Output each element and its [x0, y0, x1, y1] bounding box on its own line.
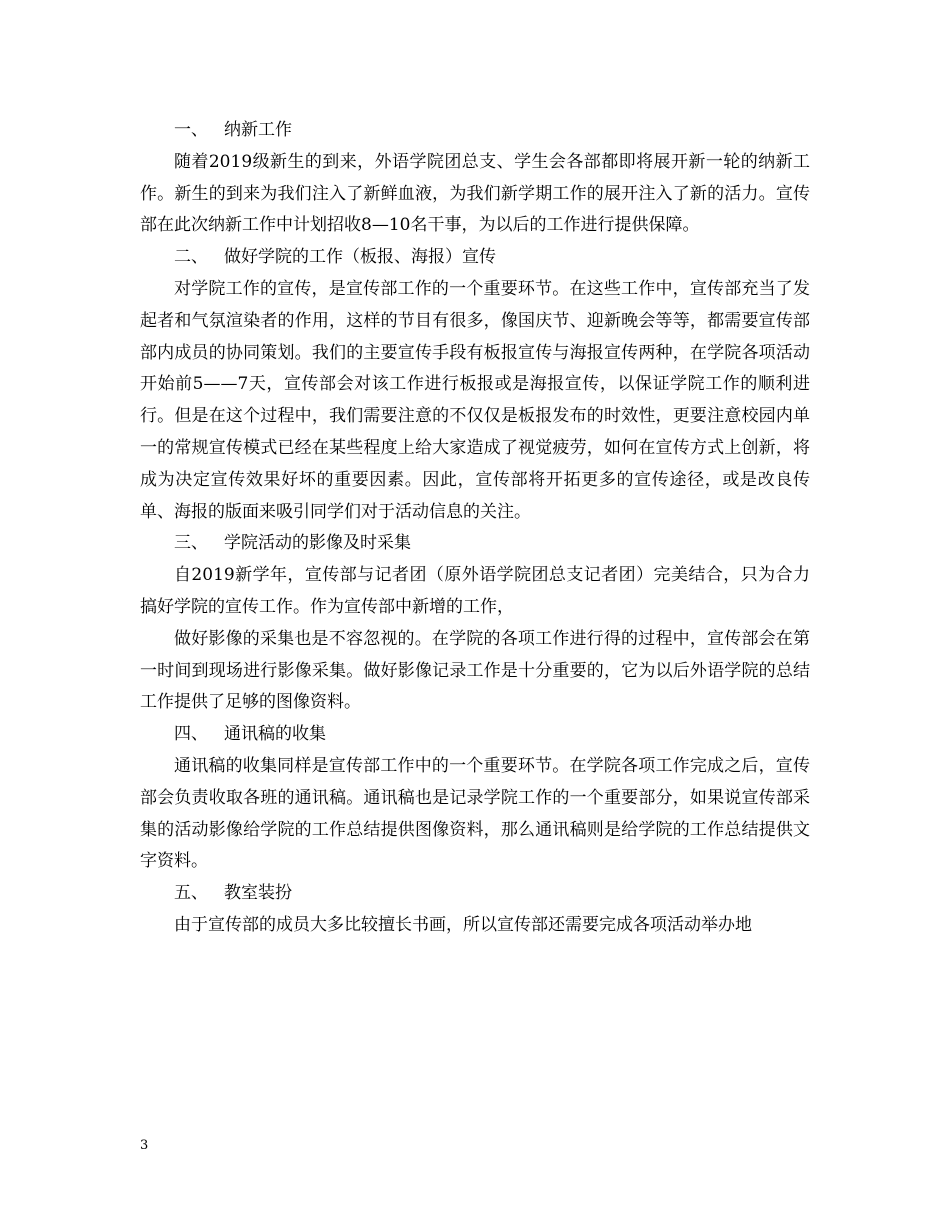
section-number: 四、 — [174, 724, 208, 745]
section-heading-2 — [140, 242, 810, 274]
section-number: 二、 — [174, 247, 208, 268]
section-heading-1 — [140, 115, 810, 147]
section-heading-5 — [140, 878, 810, 910]
section-title: 教室装扮 — [224, 883, 292, 904]
paragraph: 随着2019级新生的到来，外语学院团总支、学生会各部都即将展开新一轮的纳新工作。新生的到来为我们注入了新鲜血液，为我们新学期工作的展开注入了新的活力。宣传部在此次纳新工作中计划招收8—10名干事，为以后的工作进行提供保障。 — [140, 151, 810, 236]
document-body — [140, 115, 810, 942]
section-number: 五、 — [174, 883, 208, 904]
section-heading-3 — [140, 528, 810, 560]
paragraph: 做好影像的采集也是不容忽视的。在学院的各项工作进行得的过程中，宣传部会在第一时间到现场进行影像采集。做好影像记录工作是十分重要的，它为以后外语学院的总结工作提供了足够的图像资料。 — [140, 628, 810, 713]
section-heading-4 — [140, 719, 810, 751]
paragraph: 由于宣传部的成员大多比较擅长书画，所以宣传部还需要完成各项活动举办地 — [174, 914, 752, 935]
section-number: 三、 — [174, 533, 208, 554]
paragraph: 对学院工作的宣传，是宣传部工作的一个重要环节。在这些工作中，宣传部充当了发起者和气氛渲染者的作用，这样的节目有很多，像国庆节、迎新晚会等等，都需要宣传部部内成员的协同策划。我们的主要宣传手段有板报宣传与海报宣传两种，在学院各项活动开始前5——7天，宣传部会对该工作进行板报或是海报宣传，以保证学院工作的顺利进行。但是在这个过程中，我们需要注意的不仅仅是板报发布的时效性，更要注意校园内单一的常规宣传模式已经在某些程度上给大家造成了视觉疲劳，如何在宣传方式上创新，将成为决定宣传效果好坏的重要因素。因此，宣传部将开拓更多的宣传途径，或是改良传单、海报的版面来吸引同学们对于活动信息的关注。 — [140, 278, 810, 522]
paragraph: 自2019新学年，宣传部与记者团（原外语学院团总支记者团）完美结合，只为合力搞好学院的宣传工作。作为宣传部中新增的工作， — [140, 565, 810, 617]
page-number: 3 — [140, 1138, 149, 1153]
section-title: 通讯稿的收集 — [224, 724, 326, 745]
section-title: 做好学院的工作（板报、海报）宣传 — [224, 247, 496, 268]
section-title: 纳新工作 — [224, 120, 292, 140]
paragraph: 通讯稿的收集同样是宣传部工作中的一个重要环节。在学院各项工作完成之后，宣传部会负责收取各班的通讯稿。通讯稿也是记录学院工作的一个重要部分，如果说宣传部采集的活动影像给学院的工作总结提供图像资料，那么通讯稿则是给学院的工作总结提供文字资料。 — [140, 755, 810, 872]
section-number: 一、 — [174, 120, 208, 140]
section-title: 学院活动的影像及时采集 — [224, 533, 411, 554]
